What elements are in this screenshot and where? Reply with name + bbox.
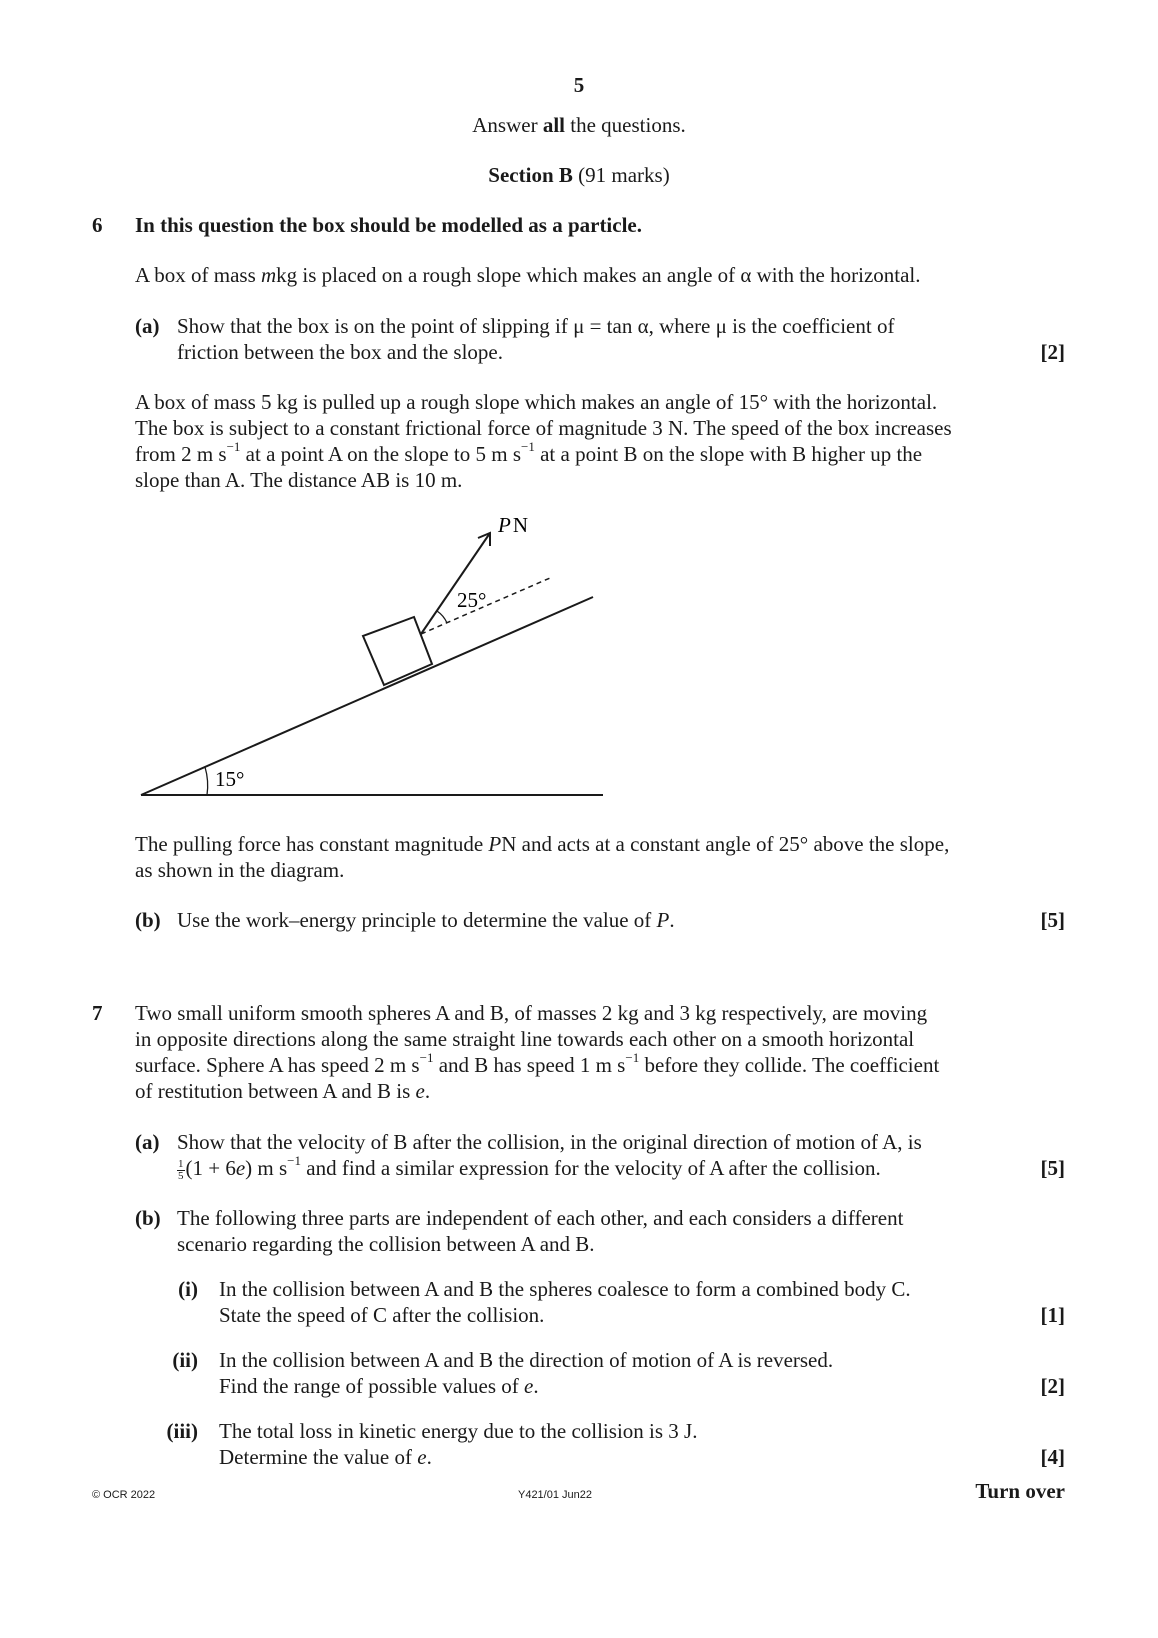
page-number: 5	[573, 73, 585, 97]
q6-para1-line3: from 2 m $s^{-1}$ at a point A on the slope to 5 m $s^{-1}$ at a point B on the slope with B higher up the	[135, 439, 923, 466]
q6b-text: Use the work–energy principle to determine the value of P.	[177, 908, 675, 932]
force-angle-label: 25°	[457, 588, 487, 612]
footer-copyright: © OCR 2022	[92, 1489, 156, 1501]
q7biii-line1: The total loss in kinetic energy due to the collision is 3 J.	[219, 1419, 698, 1443]
force-angle-arc	[437, 611, 447, 623]
q6a-line2: friction between the box and the slope.	[177, 340, 503, 364]
q7a-marks: [5]	[1040, 1156, 1065, 1180]
q7bi-line1: In the collision between A and B the spheres coalesce to form a combined body C.	[219, 1277, 911, 1301]
q6-para1-line1: A box of mass 5 kg is pulled up a rough slope which makes an angle of 15° with the horizontal.	[135, 390, 938, 414]
q6a-line1: Show that the box is on the point of slipping if μ = tan α, where μ is the coefficient of	[177, 314, 895, 338]
section-title: Section B (91 marks)	[488, 163, 670, 187]
q7b-line2: scenario regarding the collision between A and B.	[177, 1232, 595, 1256]
q6-para1-line2: The box is subject to a constant frictional force of magnitude 3 N. The speed of the box increases	[135, 416, 952, 440]
q6-heading: In this question the box should be modelled as a particle.	[135, 213, 642, 237]
q7bi-marks: [1]	[1040, 1303, 1065, 1327]
q7-line1: Two small uniform smooth spheres A and B, of masses 2 kg and 3 kg respectively, are moving	[135, 1001, 928, 1025]
q7-line3: surface. Sphere A has speed 2 m $s^{-1}$ and B has speed 1 m $s^{-1}$ before they collide. The coefficient	[135, 1050, 940, 1077]
footer-turn-over: Turn over	[975, 1479, 1065, 1503]
q6-intro: A box of mass mkg is placed on a rough slope which makes an angle of α with the horizontal.	[135, 263, 921, 287]
q6b-marks: [5]	[1040, 908, 1065, 932]
q7bi-label: (i)	[178, 1277, 198, 1301]
q7a-label: (a)	[135, 1130, 160, 1154]
q6b-label: (b)	[135, 908, 161, 932]
q7bi-line2: State the speed of C after the collision.	[219, 1303, 545, 1327]
force-label: PN	[498, 513, 528, 537]
slope-angle-arc	[205, 767, 208, 795]
q7bii-line2: Find the range of possible values of e.	[219, 1374, 539, 1398]
q7a-line2: $\frac{1}{5}$ (1 + 6e) m $s^{-1}$ and find a similar expression for the velocity of A after the collision.	[178, 1153, 881, 1182]
slope-line	[141, 597, 593, 795]
box-particle	[363, 617, 432, 685]
q7biii-line2: Determine the value of e.	[219, 1445, 432, 1469]
q7-line2: in opposite directions along the same straight line towards each other on a smooth horizontal	[135, 1027, 915, 1051]
instruction: Answer all the questions.	[472, 113, 686, 137]
q6-para2-line2: as shown in the diagram.	[135, 858, 345, 882]
q6-number: 6	[92, 213, 103, 237]
footer-paper-code: Y421/01 Jun22	[517, 1489, 592, 1501]
one-fifth-fraction: $\frac{1}{5}$	[178, 1157, 184, 1182]
q7biii-label: (iii)	[166, 1419, 198, 1443]
q7bii-line1: In the collision between A and B the direction of motion of A is reversed.	[219, 1348, 834, 1372]
slope-angle-label: 15°	[215, 767, 245, 791]
q7b-line1: The following three parts are independent of each other, and each considers a different	[177, 1206, 904, 1230]
q7bii-label: (ii)	[172, 1348, 198, 1372]
q6-para1-line4: slope than A. The distance AB is 10 m.	[135, 468, 463, 492]
q7a-line1: Show that the velocity of B after the collision, in the original direction of motion of A, is	[177, 1130, 922, 1154]
q7biii-marks: [4]	[1040, 1445, 1065, 1469]
q7b-label: (b)	[135, 1206, 161, 1230]
q7-number: 7	[92, 1001, 103, 1025]
q6a-label: (a)	[135, 314, 160, 338]
q7bii-marks: [2]	[1040, 1374, 1065, 1398]
q6a-marks: [2]	[1040, 340, 1065, 364]
q6-para2-line1: The pulling force has constant magnitude PN and acts at a constant angle of 25° above the slope,	[135, 832, 950, 856]
q7-line4: of restitution between A and B is e.	[135, 1079, 431, 1103]
